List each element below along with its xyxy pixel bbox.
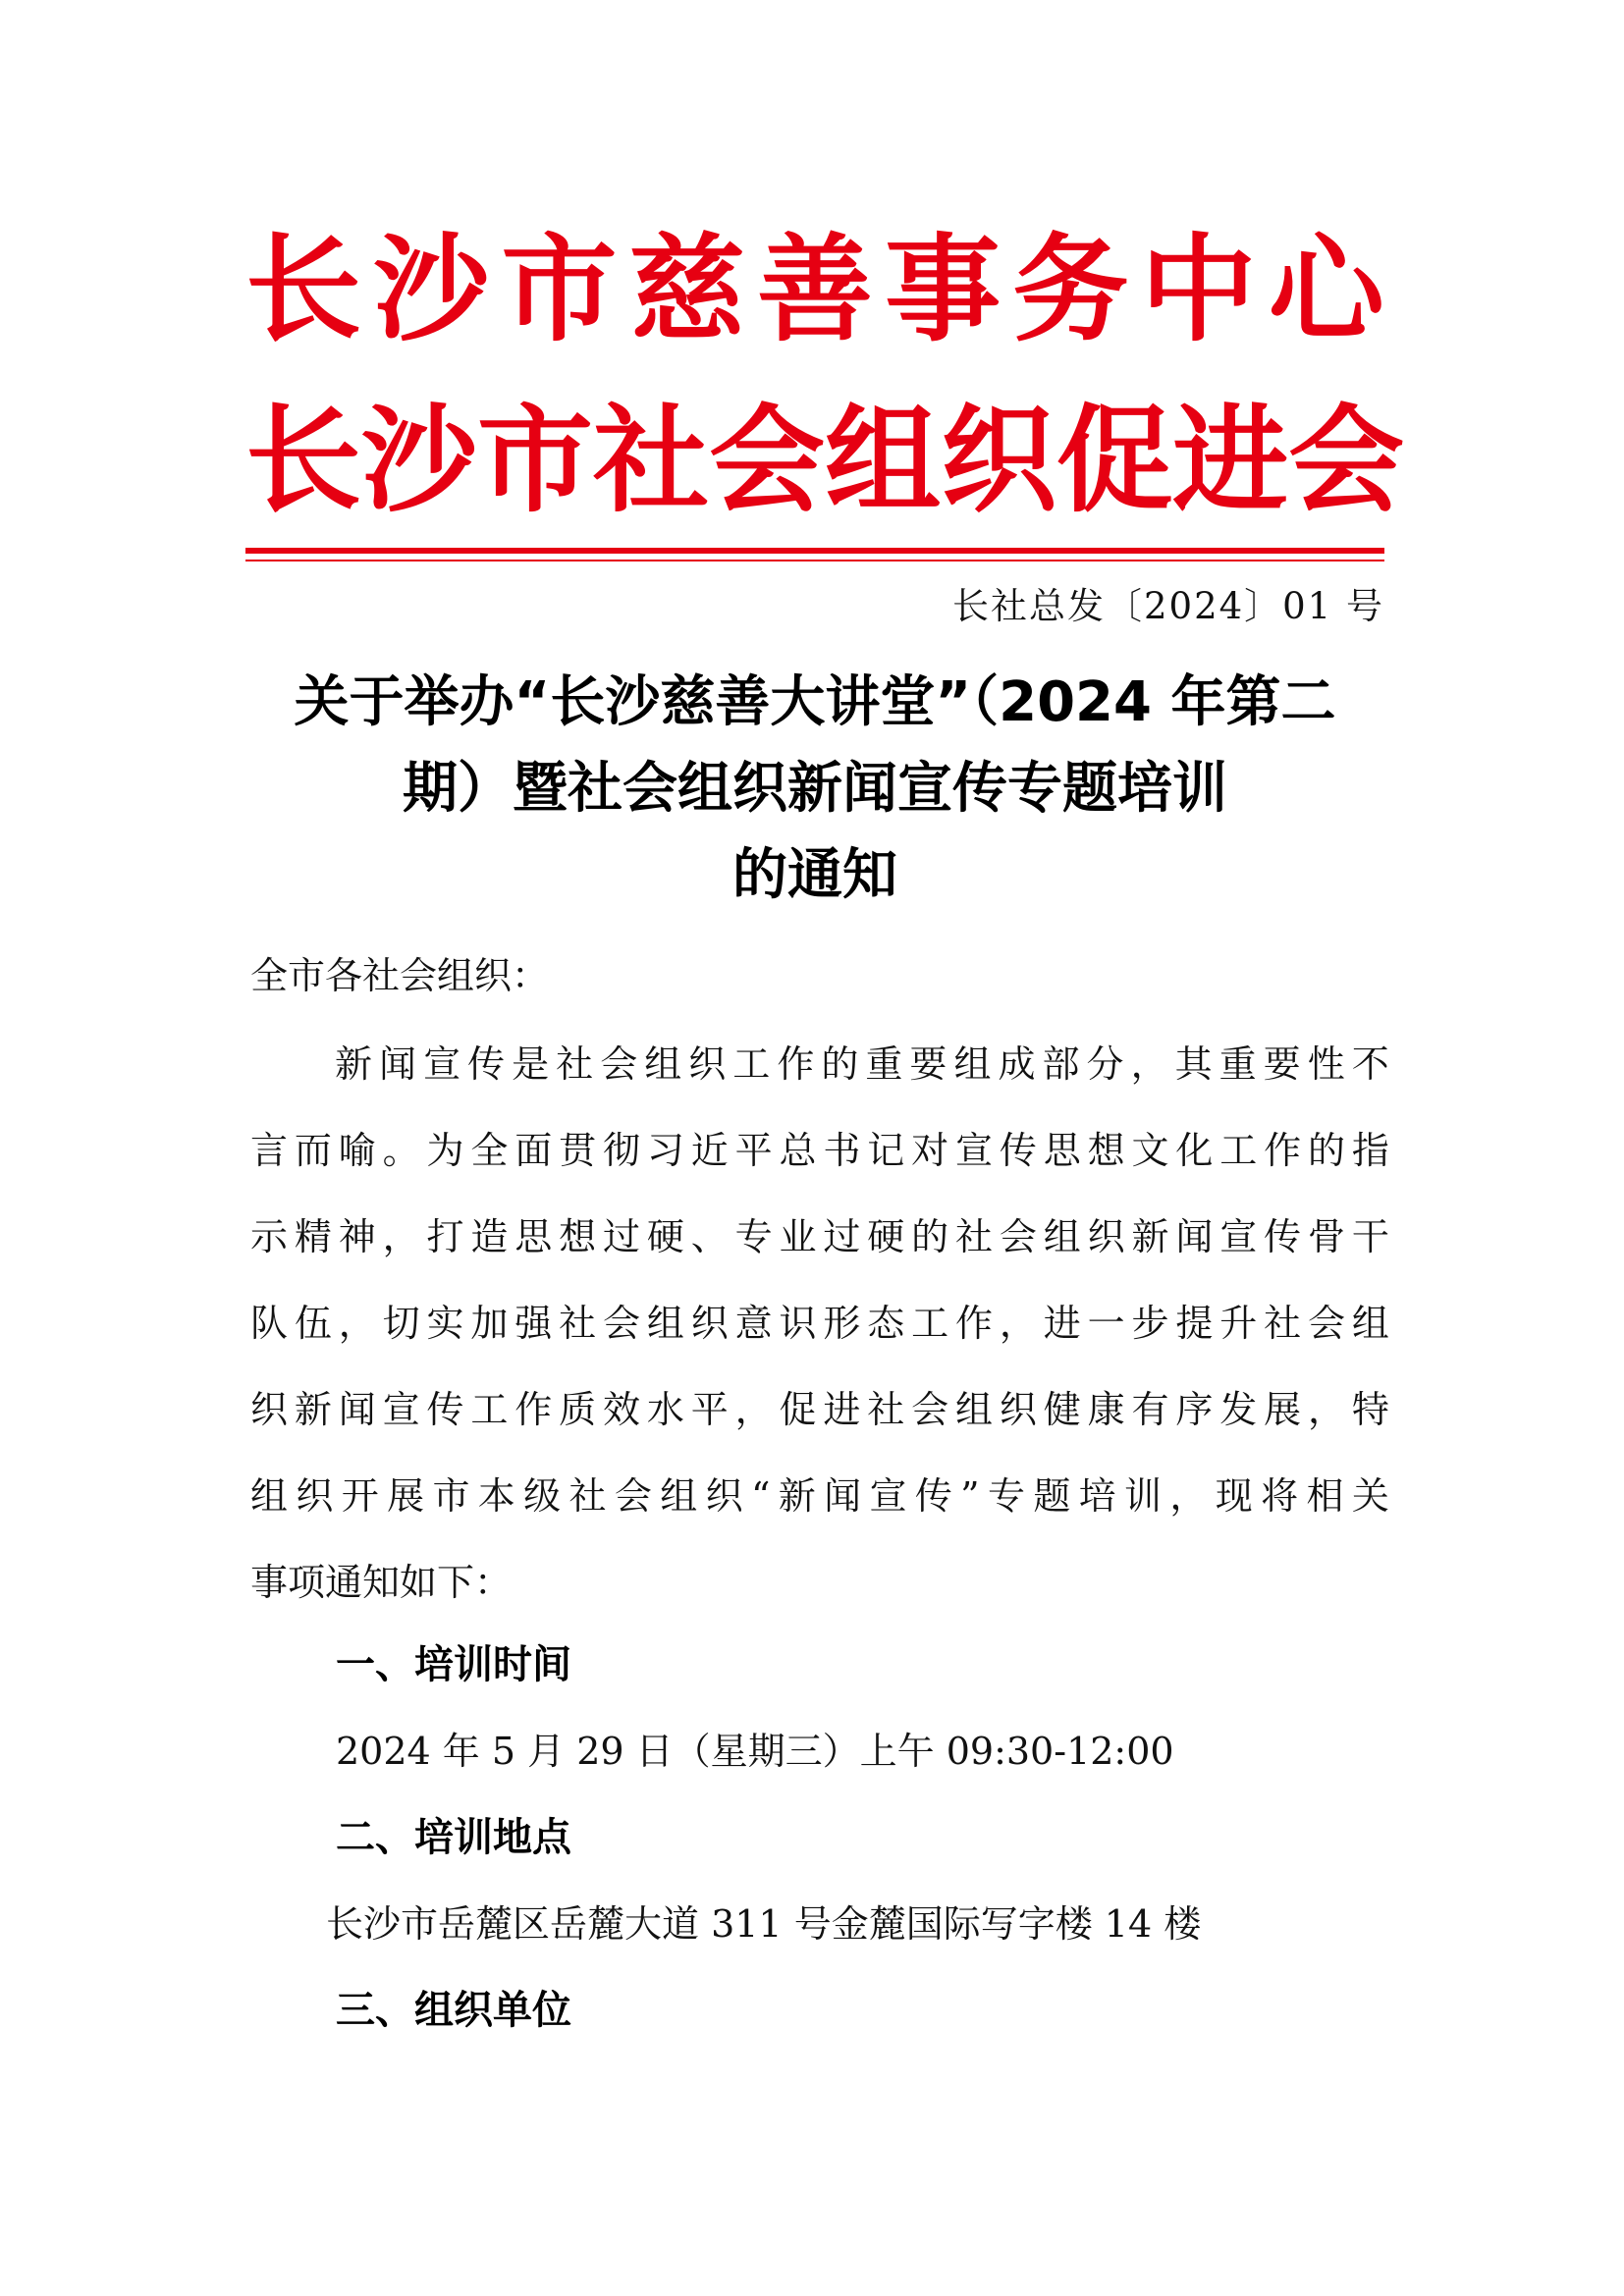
masthead-char: 市: [477, 392, 594, 528]
masthead-char: 慈: [628, 221, 745, 357]
masthead-char: 织: [941, 392, 1057, 528]
masthead-char: 促: [1056, 392, 1173, 528]
body-line: 示 精 神 ， 打 造 思 想 过 硬 、 专 业 过 硬 的 社 会 组 织 新 闻 宣 传 骨 干: [250, 1215, 1389, 1258]
body-line: 队 伍 ， 切 实 加 强 社 会 组 织 意 识 形 态 工 作 ， 进 一 步 提 升 社 会 组: [250, 1302, 1389, 1345]
masthead-char: 善: [756, 221, 873, 357]
red-header-rule-thick: [245, 548, 1384, 554]
masthead-char: 中: [1140, 221, 1257, 357]
body-line: 新 闻 宣 传 是 社 会 组 织 工 作 的 重 要 组 成 部 分 ， 其 重 要 性 不: [335, 1042, 1389, 1086]
masthead-org-2: [245, 392, 1405, 528]
masthead-char: 事: [885, 221, 1001, 357]
section-heading-time: 一、培训时间: [336, 1642, 571, 1687]
masthead-char: 长: [245, 392, 362, 528]
section-text-time: 2024 年 5 月 29 日（星期三）上午 09:30-12:00: [336, 1730, 1174, 1773]
masthead-char: 务: [1012, 221, 1129, 357]
masthead-char: 组: [825, 392, 942, 528]
document-title: [236, 660, 1394, 919]
masthead-char: 市: [501, 221, 618, 357]
body-line: 组 织 开 展 市 本 级 社 会 组 织 “ 新 闻 宣 传 ” 专 题 培 训 ， 现 将 相 关: [250, 1474, 1389, 1518]
section-heading-location: 二、培训地点: [336, 1815, 571, 1860]
masthead-char: 进: [1172, 392, 1289, 528]
body-line: 织 新 闻 宣 传 工 作 质 效 水 平 ， 促 进 社 会 组 织 健 康 有 序 发 展 ， 特: [250, 1388, 1389, 1431]
salutation: 全市各社会组织：: [250, 954, 550, 997]
masthead-org-1: [245, 221, 1384, 357]
red-header-rule-thin: [245, 560, 1384, 561]
masthead-char: 沙: [361, 392, 478, 528]
masthead-char: 沙: [373, 221, 490, 357]
masthead-char: 心: [1268, 221, 1384, 357]
masthead-char: 长: [245, 221, 362, 357]
masthead-char: 会: [1288, 392, 1405, 528]
document-number: 长社总发〔2024〕01 号: [951, 585, 1384, 627]
title-line-1: 关于举办“长沙慈善大讲堂”（2024 年第二: [294, 670, 1336, 734]
body-line: 事项通知如下：: [250, 1561, 513, 1604]
title-line-3: 的通知: [732, 843, 897, 907]
masthead-char: 社: [593, 392, 710, 528]
section-heading-organizer: 三、组织单位: [336, 1988, 571, 2033]
body-paragraph: [250, 1039, 1389, 1643]
section-text-location: 长沙市岳麓区岳麓大道 311 号金麓国际写字楼 14 楼: [326, 1902, 1202, 1946]
masthead-char: 会: [709, 392, 826, 528]
title-line-2: 期）暨社会组织新闻宣传专题培训: [403, 757, 1227, 821]
body-line: 言 而 喻 。 为 全 面 贯 彻 习 近 平 总 书 记 对 宣 传 思 想 文 化 工 作 的 指: [250, 1129, 1389, 1172]
